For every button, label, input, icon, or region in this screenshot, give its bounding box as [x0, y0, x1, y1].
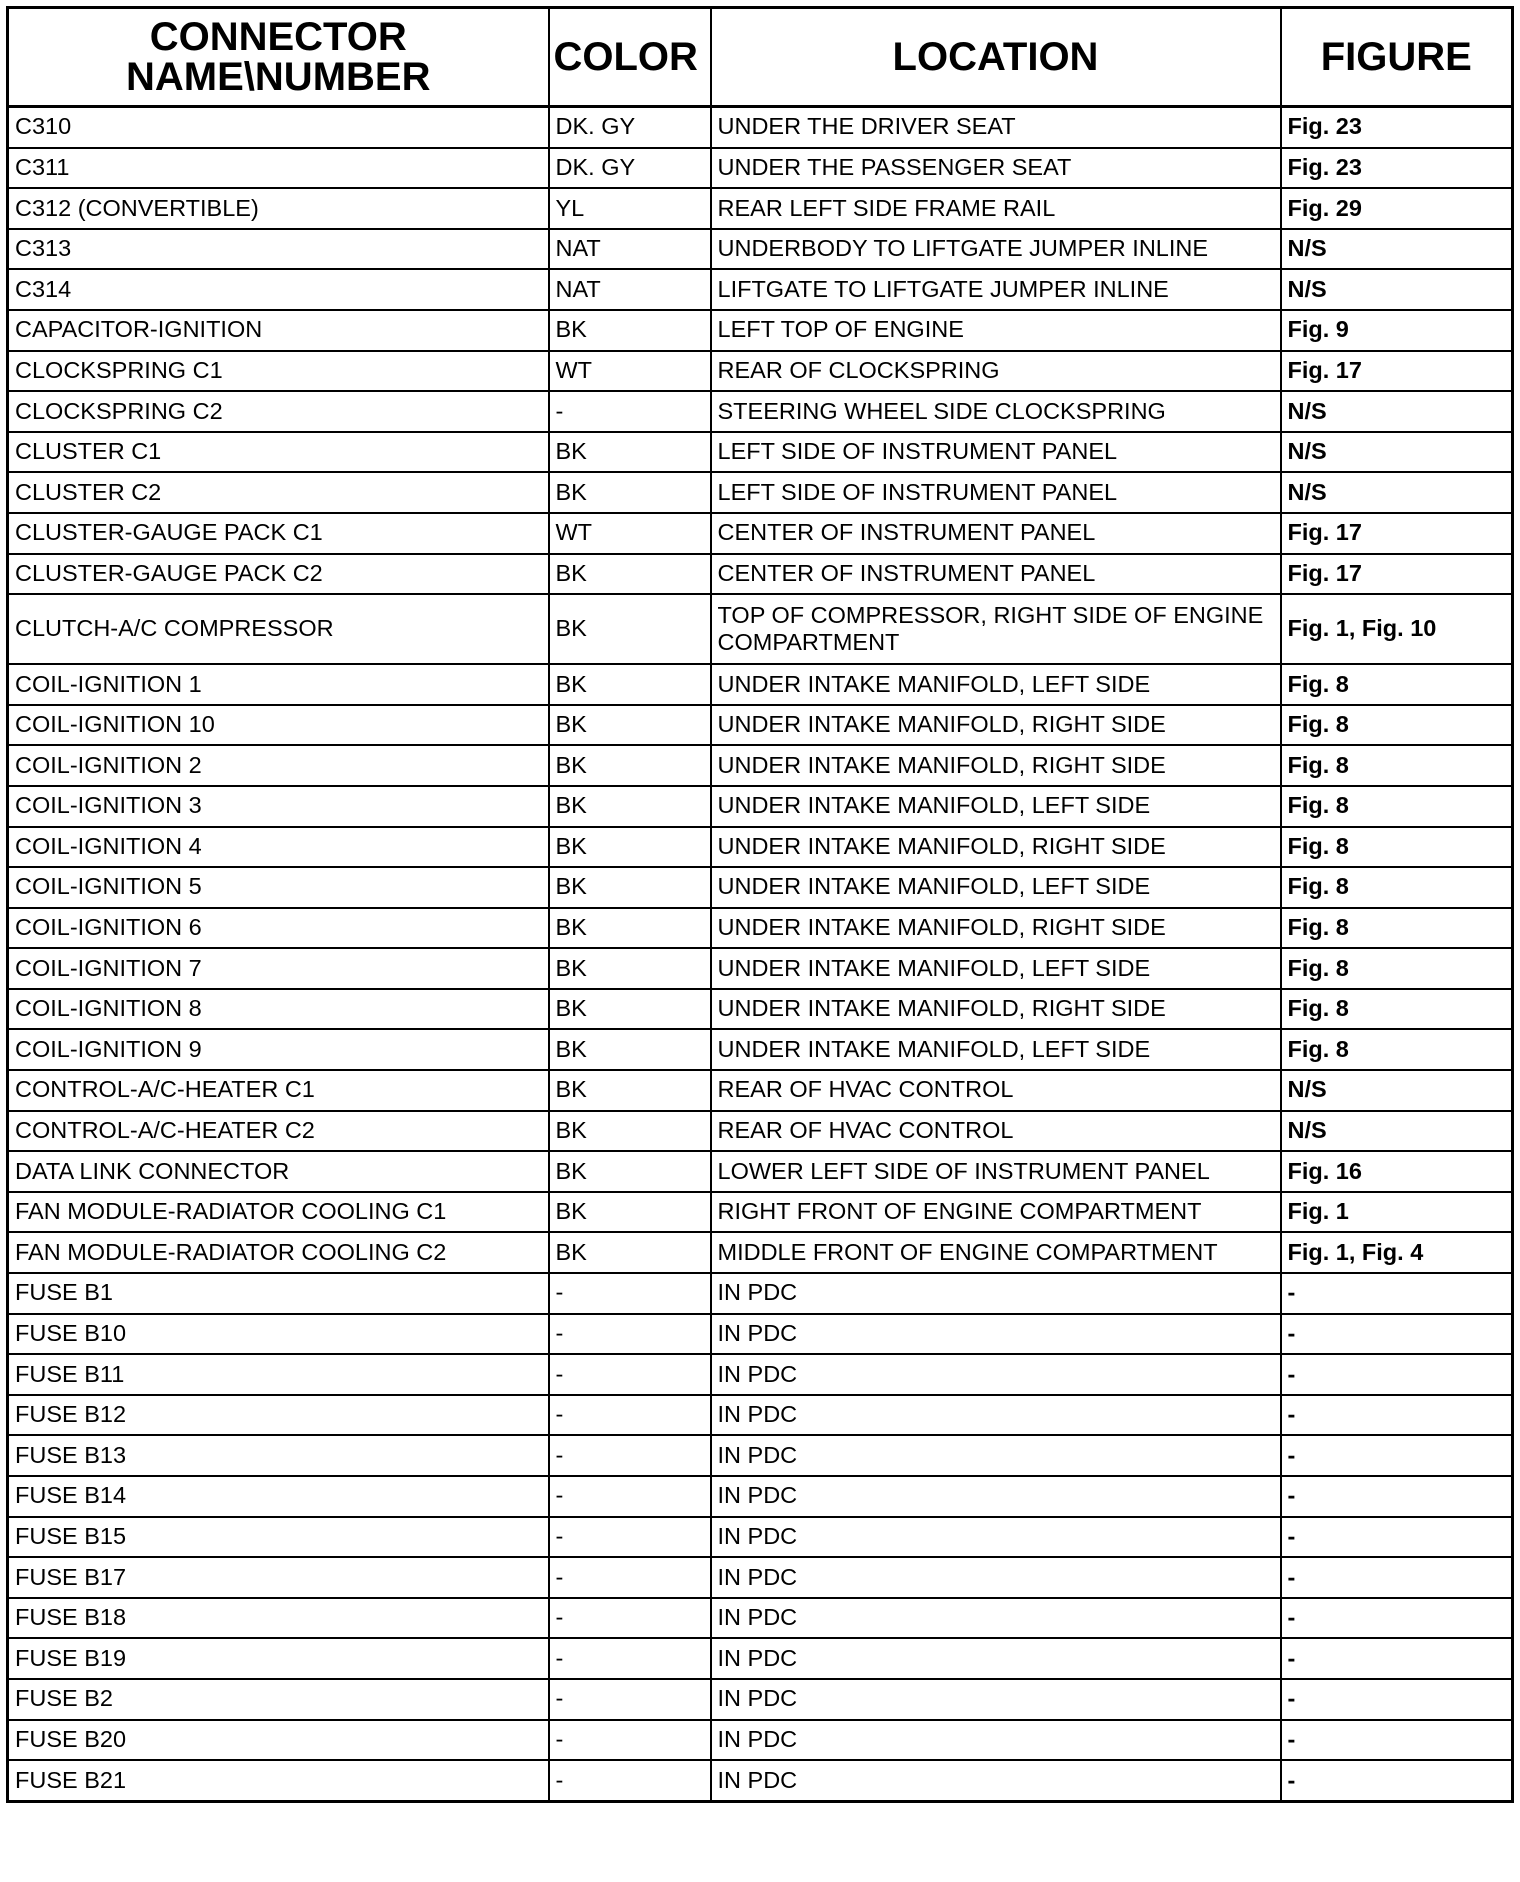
figure-cell: Fig. 8 — [1281, 989, 1513, 1030]
figure-cell: Fig. 1, Fig. 4 — [1281, 1232, 1513, 1273]
color-cell: BK — [549, 1029, 711, 1070]
connector-name-cell: CONTROL-A/C-HEATER C2 — [8, 1111, 549, 1152]
table-row — [8, 989, 1513, 1030]
location-cell: REAR LEFT SIDE FRAME RAIL — [711, 188, 1281, 229]
figure-cell: Fig. 29 — [1281, 188, 1513, 229]
location-cell: CENTER OF INSTRUMENT PANEL — [711, 513, 1281, 554]
color-cell: BK — [549, 472, 711, 513]
location-cell: UNDER THE PASSENGER SEAT — [711, 148, 1281, 189]
color-cell: - — [549, 1638, 711, 1679]
color-cell: BK — [549, 432, 711, 473]
connector-name-cell: COIL-IGNITION 5 — [8, 867, 549, 908]
connector-name-cell: FUSE B12 — [8, 1395, 549, 1436]
table-row — [8, 827, 1513, 868]
figure-cell: Fig. 23 — [1281, 148, 1513, 189]
figure-cell: Fig. 16 — [1281, 1151, 1513, 1192]
table-row — [8, 472, 1513, 513]
color-cell: BK — [549, 989, 711, 1030]
figure-cell: N/S — [1281, 1070, 1513, 1111]
figure-cell: - — [1281, 1598, 1513, 1639]
table-row — [8, 1395, 1513, 1436]
table-body — [8, 107, 1513, 1802]
location-cell: MIDDLE FRONT OF ENGINE COMPARTMENT — [711, 1232, 1281, 1273]
color-cell: DK. GY — [549, 107, 711, 148]
location-cell: UNDER INTAKE MANIFOLD, LEFT SIDE — [711, 664, 1281, 705]
connector-name-cell: FUSE B13 — [8, 1435, 549, 1476]
color-cell: - — [549, 1598, 711, 1639]
color-cell: BK — [549, 594, 711, 664]
color-cell: BK — [549, 554, 711, 595]
table-row — [8, 188, 1513, 229]
table-row — [8, 1435, 1513, 1476]
color-cell: - — [549, 1557, 711, 1598]
color-cell: BK — [549, 745, 711, 786]
table-row — [8, 1720, 1513, 1761]
color-cell: NAT — [549, 269, 711, 310]
color-cell: - — [549, 1354, 711, 1395]
color-cell: BK — [549, 948, 711, 989]
color-cell: BK — [549, 1111, 711, 1152]
location-cell: IN PDC — [711, 1517, 1281, 1558]
location-cell: UNDER INTAKE MANIFOLD, LEFT SIDE — [711, 1029, 1281, 1070]
table-row — [8, 948, 1513, 989]
table-row — [8, 908, 1513, 949]
connector-name-cell: C310 — [8, 107, 549, 148]
connector-name-cell: COIL-IGNITION 10 — [8, 705, 549, 746]
location-cell: TOP OF COMPRESSOR, RIGHT SIDE OF ENGINE COMPARTMENT — [711, 594, 1281, 664]
connector-name-cell: CONTROL-A/C-HEATER C1 — [8, 1070, 549, 1111]
connector-name-cell: CLUTCH-A/C COMPRESSOR — [8, 594, 549, 664]
table-row — [8, 310, 1513, 351]
figure-cell: - — [1281, 1638, 1513, 1679]
connector-name-cell: FUSE B10 — [8, 1314, 549, 1355]
color-cell: BK — [549, 705, 711, 746]
location-cell: UNDER INTAKE MANIFOLD, RIGHT SIDE — [711, 827, 1281, 868]
location-cell: UNDER INTAKE MANIFOLD, RIGHT SIDE — [711, 908, 1281, 949]
table-row — [8, 391, 1513, 432]
table-row — [8, 1070, 1513, 1111]
color-cell: NAT — [549, 229, 711, 270]
location-cell: RIGHT FRONT OF ENGINE COMPARTMENT — [711, 1192, 1281, 1233]
figure-cell: Fig. 17 — [1281, 351, 1513, 392]
table-row — [8, 554, 1513, 595]
header-row — [8, 8, 1513, 107]
figure-cell: Fig. 23 — [1281, 107, 1513, 148]
color-cell: - — [549, 1273, 711, 1314]
location-cell: LEFT SIDE OF INSTRUMENT PANEL — [711, 472, 1281, 513]
color-cell: BK — [549, 1151, 711, 1192]
connector-name-cell: C311 — [8, 148, 549, 189]
figure-cell: Fig. 8 — [1281, 827, 1513, 868]
figure-cell: - — [1281, 1354, 1513, 1395]
figure-cell: Fig. 8 — [1281, 908, 1513, 949]
figure-cell: Fig. 17 — [1281, 513, 1513, 554]
header-location: LOCATION — [711, 8, 1281, 107]
figure-cell: Fig. 1 — [1281, 1192, 1513, 1233]
color-cell: BK — [549, 908, 711, 949]
location-cell: STEERING WHEEL SIDE CLOCKSPRING — [711, 391, 1281, 432]
figure-cell: - — [1281, 1314, 1513, 1355]
figure-cell: - — [1281, 1557, 1513, 1598]
figure-cell: Fig. 8 — [1281, 786, 1513, 827]
color-cell: BK — [549, 664, 711, 705]
figure-cell: N/S — [1281, 229, 1513, 270]
table-row — [8, 1111, 1513, 1152]
location-cell: UNDER INTAKE MANIFOLD, LEFT SIDE — [711, 867, 1281, 908]
connector-name-cell: COIL-IGNITION 1 — [8, 664, 549, 705]
figure-cell: - — [1281, 1476, 1513, 1517]
location-cell: IN PDC — [711, 1273, 1281, 1314]
connector-name-cell: DATA LINK CONNECTOR — [8, 1151, 549, 1192]
location-cell: LEFT TOP OF ENGINE — [711, 310, 1281, 351]
connector-name-cell: FAN MODULE-RADIATOR COOLING C1 — [8, 1192, 549, 1233]
figure-cell: Fig. 9 — [1281, 310, 1513, 351]
color-cell: - — [549, 1679, 711, 1720]
color-cell: - — [549, 391, 711, 432]
connector-name-cell: FUSE B15 — [8, 1517, 549, 1558]
location-cell: LEFT SIDE OF INSTRUMENT PANEL — [711, 432, 1281, 473]
location-cell: UNDER INTAKE MANIFOLD, RIGHT SIDE — [711, 705, 1281, 746]
location-cell: IN PDC — [711, 1476, 1281, 1517]
color-cell: DK. GY — [549, 148, 711, 189]
connector-name-cell: COIL-IGNITION 9 — [8, 1029, 549, 1070]
figure-cell: - — [1281, 1760, 1513, 1801]
table-row — [8, 1476, 1513, 1517]
color-cell: WT — [549, 351, 711, 392]
location-cell: IN PDC — [711, 1354, 1281, 1395]
connector-name-cell: COIL-IGNITION 6 — [8, 908, 549, 949]
connector-name-cell: COIL-IGNITION 2 — [8, 745, 549, 786]
header-connector-line1: CONNECTOR — [149, 15, 407, 59]
table-row — [8, 705, 1513, 746]
connector-name-cell: FUSE B21 — [8, 1760, 549, 1801]
location-cell: UNDER INTAKE MANIFOLD, LEFT SIDE — [711, 786, 1281, 827]
table-row — [8, 594, 1513, 664]
table-row — [8, 1557, 1513, 1598]
table-row — [8, 1679, 1513, 1720]
location-cell: UNDER INTAKE MANIFOLD, RIGHT SIDE — [711, 989, 1281, 1030]
figure-cell: N/S — [1281, 472, 1513, 513]
color-cell: - — [549, 1395, 711, 1436]
table-row — [8, 1354, 1513, 1395]
header-connector-name — [8, 8, 549, 107]
location-cell: LOWER LEFT SIDE OF INSTRUMENT PANEL — [711, 1151, 1281, 1192]
connector-name-cell: COIL-IGNITION 8 — [8, 989, 549, 1030]
location-cell: REAR OF HVAC CONTROL — [711, 1070, 1281, 1111]
location-cell: IN PDC — [711, 1760, 1281, 1801]
connector-name-cell: CLOCKSPRING C2 — [8, 391, 549, 432]
color-cell: BK — [549, 1070, 711, 1111]
color-cell: - — [549, 1476, 711, 1517]
figure-cell: - — [1281, 1273, 1513, 1314]
table-row — [8, 1760, 1513, 1801]
location-cell: UNDER INTAKE MANIFOLD, LEFT SIDE — [711, 948, 1281, 989]
connector-name-cell: CLUSTER C1 — [8, 432, 549, 473]
figure-cell: - — [1281, 1395, 1513, 1436]
figure-cell: Fig. 8 — [1281, 1029, 1513, 1070]
connector-name-cell: FUSE B2 — [8, 1679, 549, 1720]
table-row — [8, 1232, 1513, 1273]
location-cell: UNDER INTAKE MANIFOLD, RIGHT SIDE — [711, 745, 1281, 786]
location-cell: UNDERBODY TO LIFTGATE JUMPER INLINE — [711, 229, 1281, 270]
figure-cell: N/S — [1281, 269, 1513, 310]
header-figure: FIGURE — [1281, 8, 1513, 107]
figure-cell: - — [1281, 1720, 1513, 1761]
color-cell: - — [549, 1314, 711, 1355]
table-row — [8, 269, 1513, 310]
table-row — [8, 1598, 1513, 1639]
connector-name-cell: COIL-IGNITION 7 — [8, 948, 549, 989]
color-cell: BK — [549, 1232, 711, 1273]
figure-cell: - — [1281, 1679, 1513, 1720]
color-cell: - — [549, 1517, 711, 1558]
figure-cell: Fig. 1, Fig. 10 — [1281, 594, 1513, 664]
location-cell: REAR OF CLOCKSPRING — [711, 351, 1281, 392]
table-row — [8, 432, 1513, 473]
table-row — [8, 351, 1513, 392]
location-cell: REAR OF HVAC CONTROL — [711, 1111, 1281, 1152]
figure-cell: N/S — [1281, 1111, 1513, 1152]
color-cell: BK — [549, 310, 711, 351]
figure-cell: Fig. 8 — [1281, 705, 1513, 746]
connector-name-cell: CLUSTER-GAUGE PACK C2 — [8, 554, 549, 595]
table-row — [8, 148, 1513, 189]
connector-name-cell: COIL-IGNITION 4 — [8, 827, 549, 868]
location-cell: IN PDC — [711, 1720, 1281, 1761]
connector-name-cell: COIL-IGNITION 3 — [8, 786, 549, 827]
location-cell: LIFTGATE TO LIFTGATE JUMPER INLINE — [711, 269, 1281, 310]
location-cell: IN PDC — [711, 1679, 1281, 1720]
connector-name-cell: FUSE B11 — [8, 1354, 549, 1395]
color-cell: - — [549, 1760, 711, 1801]
color-cell: - — [549, 1720, 711, 1761]
connector-name-cell: FUSE B14 — [8, 1476, 549, 1517]
connector-name-cell: FUSE B17 — [8, 1557, 549, 1598]
connector-name-cell: CLUSTER-GAUGE PACK C1 — [8, 513, 549, 554]
figure-cell: - — [1281, 1435, 1513, 1476]
color-cell: BK — [549, 867, 711, 908]
location-cell: IN PDC — [711, 1557, 1281, 1598]
figure-cell: N/S — [1281, 432, 1513, 473]
location-cell: IN PDC — [711, 1395, 1281, 1436]
table-row — [8, 1273, 1513, 1314]
connector-name-cell: FUSE B1 — [8, 1273, 549, 1314]
location-cell: IN PDC — [711, 1314, 1281, 1355]
table-row — [8, 1192, 1513, 1233]
connector-name-cell: C312 (CONVERTIBLE) — [8, 188, 549, 229]
table-row — [8, 1638, 1513, 1679]
table-header — [8, 8, 1513, 107]
connector-table — [6, 6, 1514, 1803]
color-cell: - — [549, 1435, 711, 1476]
location-cell: IN PDC — [711, 1598, 1281, 1639]
figure-cell: - — [1281, 1517, 1513, 1558]
color-cell: BK — [549, 827, 711, 868]
connector-name-cell: C314 — [8, 269, 549, 310]
location-cell: IN PDC — [711, 1435, 1281, 1476]
table-row — [8, 786, 1513, 827]
table-row — [8, 107, 1513, 148]
table-row — [8, 1517, 1513, 1558]
figure-cell: N/S — [1281, 391, 1513, 432]
connector-name-cell: C313 — [8, 229, 549, 270]
header-color: COLOR — [549, 8, 711, 107]
location-cell: UNDER THE DRIVER SEAT — [711, 107, 1281, 148]
connector-name-cell: CLUSTER C2 — [8, 472, 549, 513]
connector-name-cell: FUSE B19 — [8, 1638, 549, 1679]
table-row — [8, 229, 1513, 270]
figure-cell: Fig. 17 — [1281, 554, 1513, 595]
figure-cell: Fig. 8 — [1281, 867, 1513, 908]
figure-cell: Fig. 8 — [1281, 745, 1513, 786]
color-cell: WT — [549, 513, 711, 554]
color-cell: BK — [549, 786, 711, 827]
figure-cell: Fig. 8 — [1281, 664, 1513, 705]
figure-cell: Fig. 8 — [1281, 948, 1513, 989]
table-row — [8, 513, 1513, 554]
table-row — [8, 1029, 1513, 1070]
location-cell: CENTER OF INSTRUMENT PANEL — [711, 554, 1281, 595]
table-row — [8, 1151, 1513, 1192]
table-row — [8, 867, 1513, 908]
location-cell: IN PDC — [711, 1638, 1281, 1679]
table-row — [8, 745, 1513, 786]
connector-name-cell: FAN MODULE-RADIATOR COOLING C2 — [8, 1232, 549, 1273]
connector-name-cell: FUSE B18 — [8, 1598, 549, 1639]
connector-name-cell: CLOCKSPRING C1 — [8, 351, 549, 392]
table-row — [8, 1314, 1513, 1355]
table-row — [8, 664, 1513, 705]
connector-name-cell: CAPACITOR-IGNITION — [8, 310, 549, 351]
color-cell: BK — [549, 1192, 711, 1233]
header-connector-line2: NAME\NUMBER — [126, 55, 431, 99]
color-cell: YL — [549, 188, 711, 229]
connector-name-cell: FUSE B20 — [8, 1720, 549, 1761]
